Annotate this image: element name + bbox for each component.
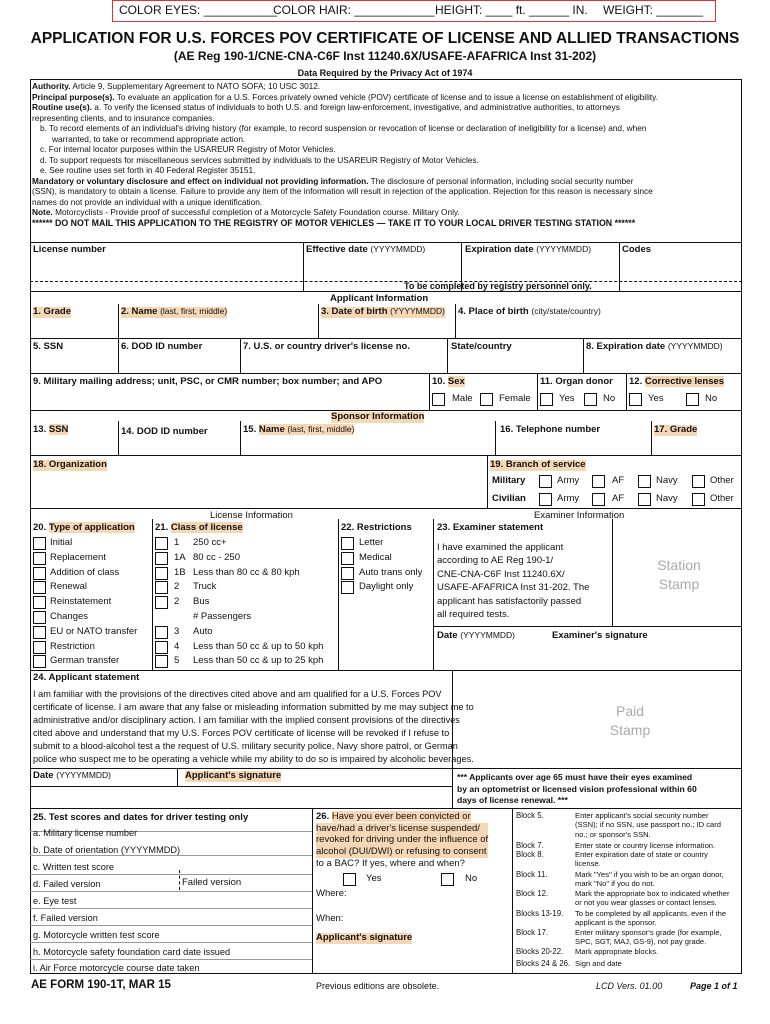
authority: Authority. Article 9, Supplementary Agreement to NATO SOFA; 10 USC 3012. — [32, 81, 321, 91]
sponsor-telephone-label: 16. Telephone number — [500, 424, 601, 435]
form-number: AE FORM 190-1T, MAR 15 — [31, 979, 171, 991]
application-type-checkbox[interactable] — [33, 611, 46, 624]
license-class-code: 5 — [174, 655, 180, 667]
instruction-block-label: Block 7. — [516, 841, 544, 850]
navy-label: Navy — [656, 493, 678, 504]
instruction-text: (SSN); if no SSN, use passport no.; ID card — [575, 820, 722, 830]
height-field[interactable]: HEIGHT: ____ ft. ______ IN. — [435, 3, 588, 17]
navy-label: Navy — [656, 475, 678, 486]
color-eyes-field[interactable]: COLOR EYES: ___________ — [119, 3, 278, 17]
application-type-checkbox[interactable] — [33, 626, 46, 639]
male-checkbox[interactable] — [432, 393, 445, 406]
examiner-statement-line: CNE-CNA-C6F Inst 11240.6X/ — [437, 568, 565, 580]
lenses-yes-label: Yes — [648, 393, 664, 404]
instruction-block-label: Blocks 13-19. — [516, 909, 564, 918]
female-checkbox[interactable] — [480, 393, 493, 406]
mailing-address-label: 9. Military mailing address; unit, PSC, or CMR number; box number; and APO — [33, 376, 383, 387]
examiner-statement-label: 23. Examiner statement — [437, 522, 544, 533]
license-class-description: Auto — [193, 625, 213, 637]
effective-date-label: Effective date (YYYYMMDD) — [306, 244, 426, 255]
sponsor-grade-label: 17. Grade — [654, 424, 698, 435]
civilian-army-checkbox[interactable] — [539, 493, 552, 506]
privacy-header: Data Required by the Privacy Act of 1974 — [297, 68, 473, 78]
license-class-checkbox[interactable] — [155, 655, 168, 668]
form-subtitle: (AE Reg 190-1/CNE-CNA-C6F Inst 11240.6X/USAFE-AFAFRICA Inst 31-202) — [173, 49, 597, 63]
license-class-code: 4 — [174, 640, 180, 652]
examiner-date-label: Date (YYYYMMDD) — [437, 630, 516, 641]
application-type-checkbox[interactable] — [33, 641, 46, 654]
application-type-checkbox[interactable] — [33, 552, 46, 565]
instruction-text: Enter applicant's social security number — [575, 811, 709, 820]
type-of-application-label: 20. Type of application — [33, 522, 135, 533]
restriction-checkbox[interactable] — [341, 567, 354, 580]
license-class-code: 3 — [174, 625, 180, 637]
license-class-checkbox[interactable] — [155, 626, 168, 639]
license-class-code: 2 — [174, 596, 180, 608]
application-type-checkbox[interactable] — [33, 655, 46, 668]
license-class-code: 2 — [174, 581, 180, 593]
license-class-description: 80 cc - 250 — [193, 551, 240, 563]
test-scores-title: 25. Test scores and dates for driver testing only — [33, 812, 249, 823]
registry-note: To be completed by registry personnel only. — [404, 281, 592, 291]
eyes-exam-note: *** Applicants over age 65 must have their eyes examined by an optometrist or licensed vision professional within 60 days of license renewal. *** — [457, 772, 697, 805]
dod-id-label: 6. DOD ID number — [121, 341, 203, 352]
dui-when-label[interactable]: When: — [316, 913, 344, 924]
examiner-signature-label: Examiner's signature — [552, 630, 648, 641]
sponsor-dod-id-label: 14. DOD ID number — [121, 426, 208, 437]
license-class-description: 250 cc+ — [193, 537, 227, 548]
test-score-field[interactable]: h. Motorcycle safety foundation card date issued — [33, 947, 231, 957]
license-class-checkbox[interactable] — [155, 596, 168, 609]
statement-line: administrative and/or disciplinary action. I am familiar with the implied consent provisions of the directives — [33, 714, 460, 725]
civilian-navy-checkbox[interactable] — [638, 493, 651, 506]
instruction-text: Enter expiration date of state or country — [575, 850, 708, 859]
ssn-label: 5. SSN — [33, 341, 64, 352]
dui-yes-label: Yes — [366, 873, 382, 884]
test-score-field[interactable]: g. Motorcycle written test score — [33, 930, 160, 940]
restriction-checkbox[interactable] — [341, 537, 354, 550]
codes-label: Codes — [622, 244, 652, 255]
instruction-block-label: Blocks 24 & 26. — [516, 959, 571, 968]
license-class-description: Truck — [193, 581, 217, 593]
instruction-block-label: Block 17. — [516, 928, 549, 937]
applicant-statement-title: 24. Applicant statement — [33, 672, 140, 683]
organ-no-checkbox[interactable] — [584, 393, 597, 406]
civilian-af-checkbox[interactable] — [592, 493, 605, 506]
routine-use-cont: representing clients, and to insurance companies. — [32, 112, 215, 123]
examiner-info-header: Examiner Information — [534, 510, 625, 521]
test-score-field[interactable]: c. Written test score — [33, 862, 115, 872]
license-class-checkbox[interactable] — [155, 537, 168, 550]
dui-no-label: No — [465, 873, 478, 884]
lenses-yes-checkbox[interactable] — [629, 393, 642, 406]
instruction-text: Sign and date — [575, 959, 622, 968]
instruction-text: Mark the appropriate box to indicated whether — [575, 889, 730, 898]
instruction-block-label: Block 11. — [516, 870, 548, 879]
lenses-no-label: No — [705, 393, 718, 404]
instruction-text: or not you wear glasses or contact lenses. — [575, 898, 717, 908]
application-type-label: Renewal — [50, 581, 87, 593]
mail-warning: ****** DO NOT MAIL THIS APPLICATION TO THE REGISTRY OF MOTOR VEHICLES — TAKE IT TO YOUR LOCAL DRIVER TESTING STATION ****** — [32, 218, 636, 228]
test-score-field[interactable]: e. Eye test — [33, 896, 77, 906]
application-type-label: EU or NATO transfer — [50, 625, 138, 637]
examiner-statement-line: USAFE-AFAFRICA Inst 31-202. The — [437, 582, 590, 594]
applicant-info-header: Applicant Information — [330, 293, 429, 304]
dui-no-checkbox[interactable] — [441, 873, 454, 886]
restriction-label: Daylight only — [359, 581, 414, 593]
test-score-field[interactable]: d. Failed version — [33, 879, 101, 889]
organ-no-label: No — [603, 393, 616, 404]
instruction-text: license. — [575, 859, 601, 869]
organ-yes-label: Yes — [559, 393, 575, 404]
sponsor-info-header: Sponsor Information — [331, 411, 425, 422]
license-class-description: Less than 50 cc & up to 50 kph — [193, 640, 324, 652]
corrective-lenses-label: 12. Corrective lenses — [629, 376, 725, 387]
instruction-text: Enter state or country license information. — [575, 841, 716, 850]
application-type-checkbox[interactable] — [33, 537, 46, 550]
dob-label: 3. Date of birth (YYYYMMDD) — [321, 306, 445, 317]
applicant-date-label: Date (YYYYMMDD) — [33, 770, 112, 781]
restriction-label: Letter — [359, 537, 384, 548]
application-type-checkbox[interactable] — [33, 596, 46, 609]
dui-where-label[interactable]: Where: — [316, 888, 347, 899]
routine-use-c: c. For internal locator purposes within the USAREUR Registry of Motor Vehicles. — [40, 144, 336, 154]
application-type-label: Initial — [50, 537, 73, 548]
branch-of-service-label: 19. Branch of service — [490, 459, 586, 470]
examiner-statement-line: all required tests. — [437, 609, 510, 620]
civilian-other-checkbox[interactable] — [692, 493, 705, 506]
license-class-checkbox[interactable] — [155, 641, 168, 654]
version-label: LCD Vers. 01.00 — [596, 981, 663, 991]
application-type-label: German transfer — [50, 655, 120, 667]
instruction-block-label: Blocks 20-22. — [516, 947, 564, 956]
examiner-statement-line: applicant has satisfactorily passed — [437, 595, 582, 607]
organ-yes-checkbox[interactable] — [540, 393, 553, 406]
dui-yes-checkbox[interactable] — [343, 873, 356, 886]
applicant-signature-label: Applicant's signature — [185, 770, 282, 781]
application-type-label: Reinstatement — [50, 596, 112, 608]
application-type-label: Restriction — [50, 640, 95, 652]
page-number: Page 1 of 1 — [690, 981, 738, 991]
female-label: Female — [499, 393, 531, 404]
restriction-checkbox[interactable] — [341, 552, 354, 565]
instruction-text: Enter military sponsor's grade (for example, — [575, 928, 722, 937]
statement-line: police who suspect me to be operating a vehicle while my ability to do so is impaired by alcoholic beverages. — [33, 753, 474, 764]
army-label: Army — [557, 475, 580, 486]
license-class-code: 1 — [174, 537, 180, 548]
restriction-checkbox[interactable] — [341, 581, 354, 594]
name-label: 2. Name (last, first, middle) — [121, 306, 228, 317]
station-stamp: Station Stamp — [657, 557, 701, 592]
purpose: Principal purpose(s). To evaluate an application for a U.S. Forces privately owned vehicle (POV) certificate of license and to issue a license on establishment of eligibility. — [32, 91, 658, 102]
military-other-checkbox[interactable] — [692, 475, 705, 488]
routine-use-e: e. See routine uses set forth in 40 Federal Register 35151. — [40, 165, 256, 175]
test-score-field[interactable]: f. Failed version — [33, 913, 98, 923]
license-class-description: Less than 80 cc & 80 kph — [193, 566, 300, 578]
af-label: AF — [612, 493, 625, 504]
place-of-birth-label: 4. Place of birth (city/state/country) — [458, 306, 601, 317]
sponsor-name-label: 15. Name (last, first, middle) — [243, 424, 355, 435]
instruction-block-label: Block 12. — [516, 889, 549, 898]
restriction-label: Auto trans only — [359, 566, 423, 578]
license-class-checkbox[interactable] — [155, 581, 168, 594]
statement-line: submit to a blood-alcohol test a the request of U.S. military security police, Navy shore patrol, or German — [33, 740, 458, 751]
instruction-block-label: Block 5. — [516, 811, 544, 820]
drivers-license-label: 7. U.S. or country driver's license no. — [243, 341, 410, 352]
weight-field[interactable]: WEIGHT: _______ — [603, 3, 704, 17]
mandatory-disclosure-3: names do not provide an individual with a unique identification. — [32, 196, 263, 207]
application-type-label: Addition of class — [50, 566, 120, 578]
license-number-label: License number — [33, 244, 106, 255]
instruction-block-label: Block 8. — [516, 850, 544, 859]
form-title: APPLICATION FOR U.S. FORCES POV CERTIFICATE OF LICENSE AND ALLIED TRANSACTIONS — [30, 30, 740, 47]
examiner-statement-line: I have examined the applicant — [437, 542, 564, 553]
examiner-statement-line: according to AE Reg 190-1/ — [437, 555, 554, 567]
dui-question: 26. Have you ever been convicted or have/had a driver's license suspended/ revoked for driving under the influence of alcohol (DUI/DWI) or refusing to consent to a BAC? If yes, where and when? — [316, 811, 489, 869]
state-country-label: State/country — [451, 341, 512, 352]
statement-line: cited above and understand that my U.S. Forces POV certificate of license will be revoked if I refuse to — [33, 727, 450, 738]
mandatory-disclosure-2: (SSN), is mandatory to obtain a license. Failure to provide any item of the information will result in rejection of the application. Rejection for this reason is necessary since — [32, 186, 653, 196]
license-info-header: License Information — [210, 510, 293, 521]
application-type-label: Changes — [50, 611, 89, 622]
military-army-checkbox[interactable] — [539, 475, 552, 488]
instruction-text: Mark appropriate blocks. — [575, 947, 659, 956]
test-score-field[interactable]: a. Military license number — [33, 828, 138, 838]
instruction-text: mark "No" if you do not. — [575, 879, 655, 889]
obsolete-note: Previous editions are obsolete. — [316, 981, 440, 991]
application-type-checkbox[interactable] — [33, 567, 46, 580]
paid-stamp: Paid Stamp — [609, 703, 651, 738]
military-label: Military — [492, 475, 526, 486]
male-label: Male — [452, 393, 473, 404]
license-expiration-label: 8. Expiration date (YYYYMMDD) — [586, 341, 723, 352]
other-label: Other — [710, 493, 734, 504]
license-class-description: Less than 50 cc & up to 25 kph — [193, 655, 324, 667]
routine-use-b: b. To record elements of an individual's driving history (for example, to record suspension or revocation of license or declaration of ineligibility for a license) and, when — [40, 123, 647, 133]
license-class-checkbox[interactable] — [155, 567, 168, 580]
test-score-field[interactable]: b. Date of orientation (YYYYMMDD) — [33, 845, 181, 855]
routine-use-b-cont: warranted, to take or recommend appropriate action. — [52, 133, 246, 144]
expiration-date-label: Expiration date (YYYYMMDD) — [465, 244, 592, 255]
test-score-field[interactable]: i. Air Force motorcycle course date taken — [33, 963, 200, 973]
motorcyclist-note: Note. Motorcyclists - Provide proof of successful completion of a Motorcycle Safety Foundation course. Military Only. — [32, 207, 460, 217]
dui-signature-label: Applicant's signature — [316, 932, 413, 943]
application-type-checkbox[interactable] — [33, 581, 46, 594]
instruction-text: applicant is the sponsor. — [575, 918, 657, 928]
license-class-checkbox[interactable] — [155, 552, 168, 565]
mandatory-disclosure: Mandatory or voluntary disclosure and effect on individual not providing information. The disclosure of personal information, including social security number — [32, 175, 634, 186]
statement-line: I am familiar with the provisions of the directives cited above and am qualified for a U.S. Forces POV — [33, 689, 442, 699]
application-type-label: Replacement — [50, 551, 106, 563]
instruction-text: Mark "Yes" if you wish to be an organ donor, — [575, 870, 724, 879]
instruction-text: SPC, SGT, MAJ, GS-9), not pay grade. — [575, 937, 707, 947]
license-class-description: Bus — [193, 596, 210, 608]
restrictions-label: 22. Restrictions — [341, 522, 412, 533]
organ-donor-label: 11. Organ donor — [540, 376, 613, 387]
license-class-description: # Passengers — [193, 611, 252, 622]
class-of-license-label: 21. Class of license — [155, 522, 243, 533]
other-label: Other — [710, 475, 734, 486]
routine-use-d: d. To support requests for miscellaneous services submitted by individuals to the USAREUR Registry of Motor Vehicles. — [40, 154, 479, 165]
license-class-code: 1A — [174, 551, 186, 563]
civilian-label: Civilian — [492, 493, 526, 504]
instruction-text: To be completed by all applicants, even if the — [575, 909, 727, 918]
statement-line: certificate of license. I am aware that any false or misleading information submitted by me may subject me to — [33, 701, 474, 712]
physical-description-bar — [112, 0, 716, 22]
routine-use: Routine use(s). a. To verify the licensed status of individuals to both U.S. and foreign law-enforcement, investigative, and administrative authorities, to attorneys — [32, 102, 620, 112]
sex-label: 10. Sex — [432, 376, 465, 387]
sponsor-ssn-label: 13. SSN — [33, 424, 69, 435]
failed-version-mid-label: Failed version — [182, 877, 242, 888]
license-class-code: 1B — [174, 566, 186, 578]
color-hair-field[interactable]: COLOR HAIR: ____________ — [273, 3, 435, 17]
restriction-label: Medical — [359, 551, 392, 563]
instruction-text: no.; or sponsor's SSN. — [575, 829, 651, 839]
organization-label: 18. Organization — [33, 459, 107, 470]
grade-label: 1. Grade — [33, 306, 72, 317]
military-navy-checkbox[interactable] — [638, 475, 651, 488]
army-label: Army — [557, 493, 580, 504]
lenses-no-checkbox[interactable] — [686, 393, 699, 406]
military-af-checkbox[interactable] — [592, 475, 605, 488]
af-label: AF — [612, 475, 625, 486]
